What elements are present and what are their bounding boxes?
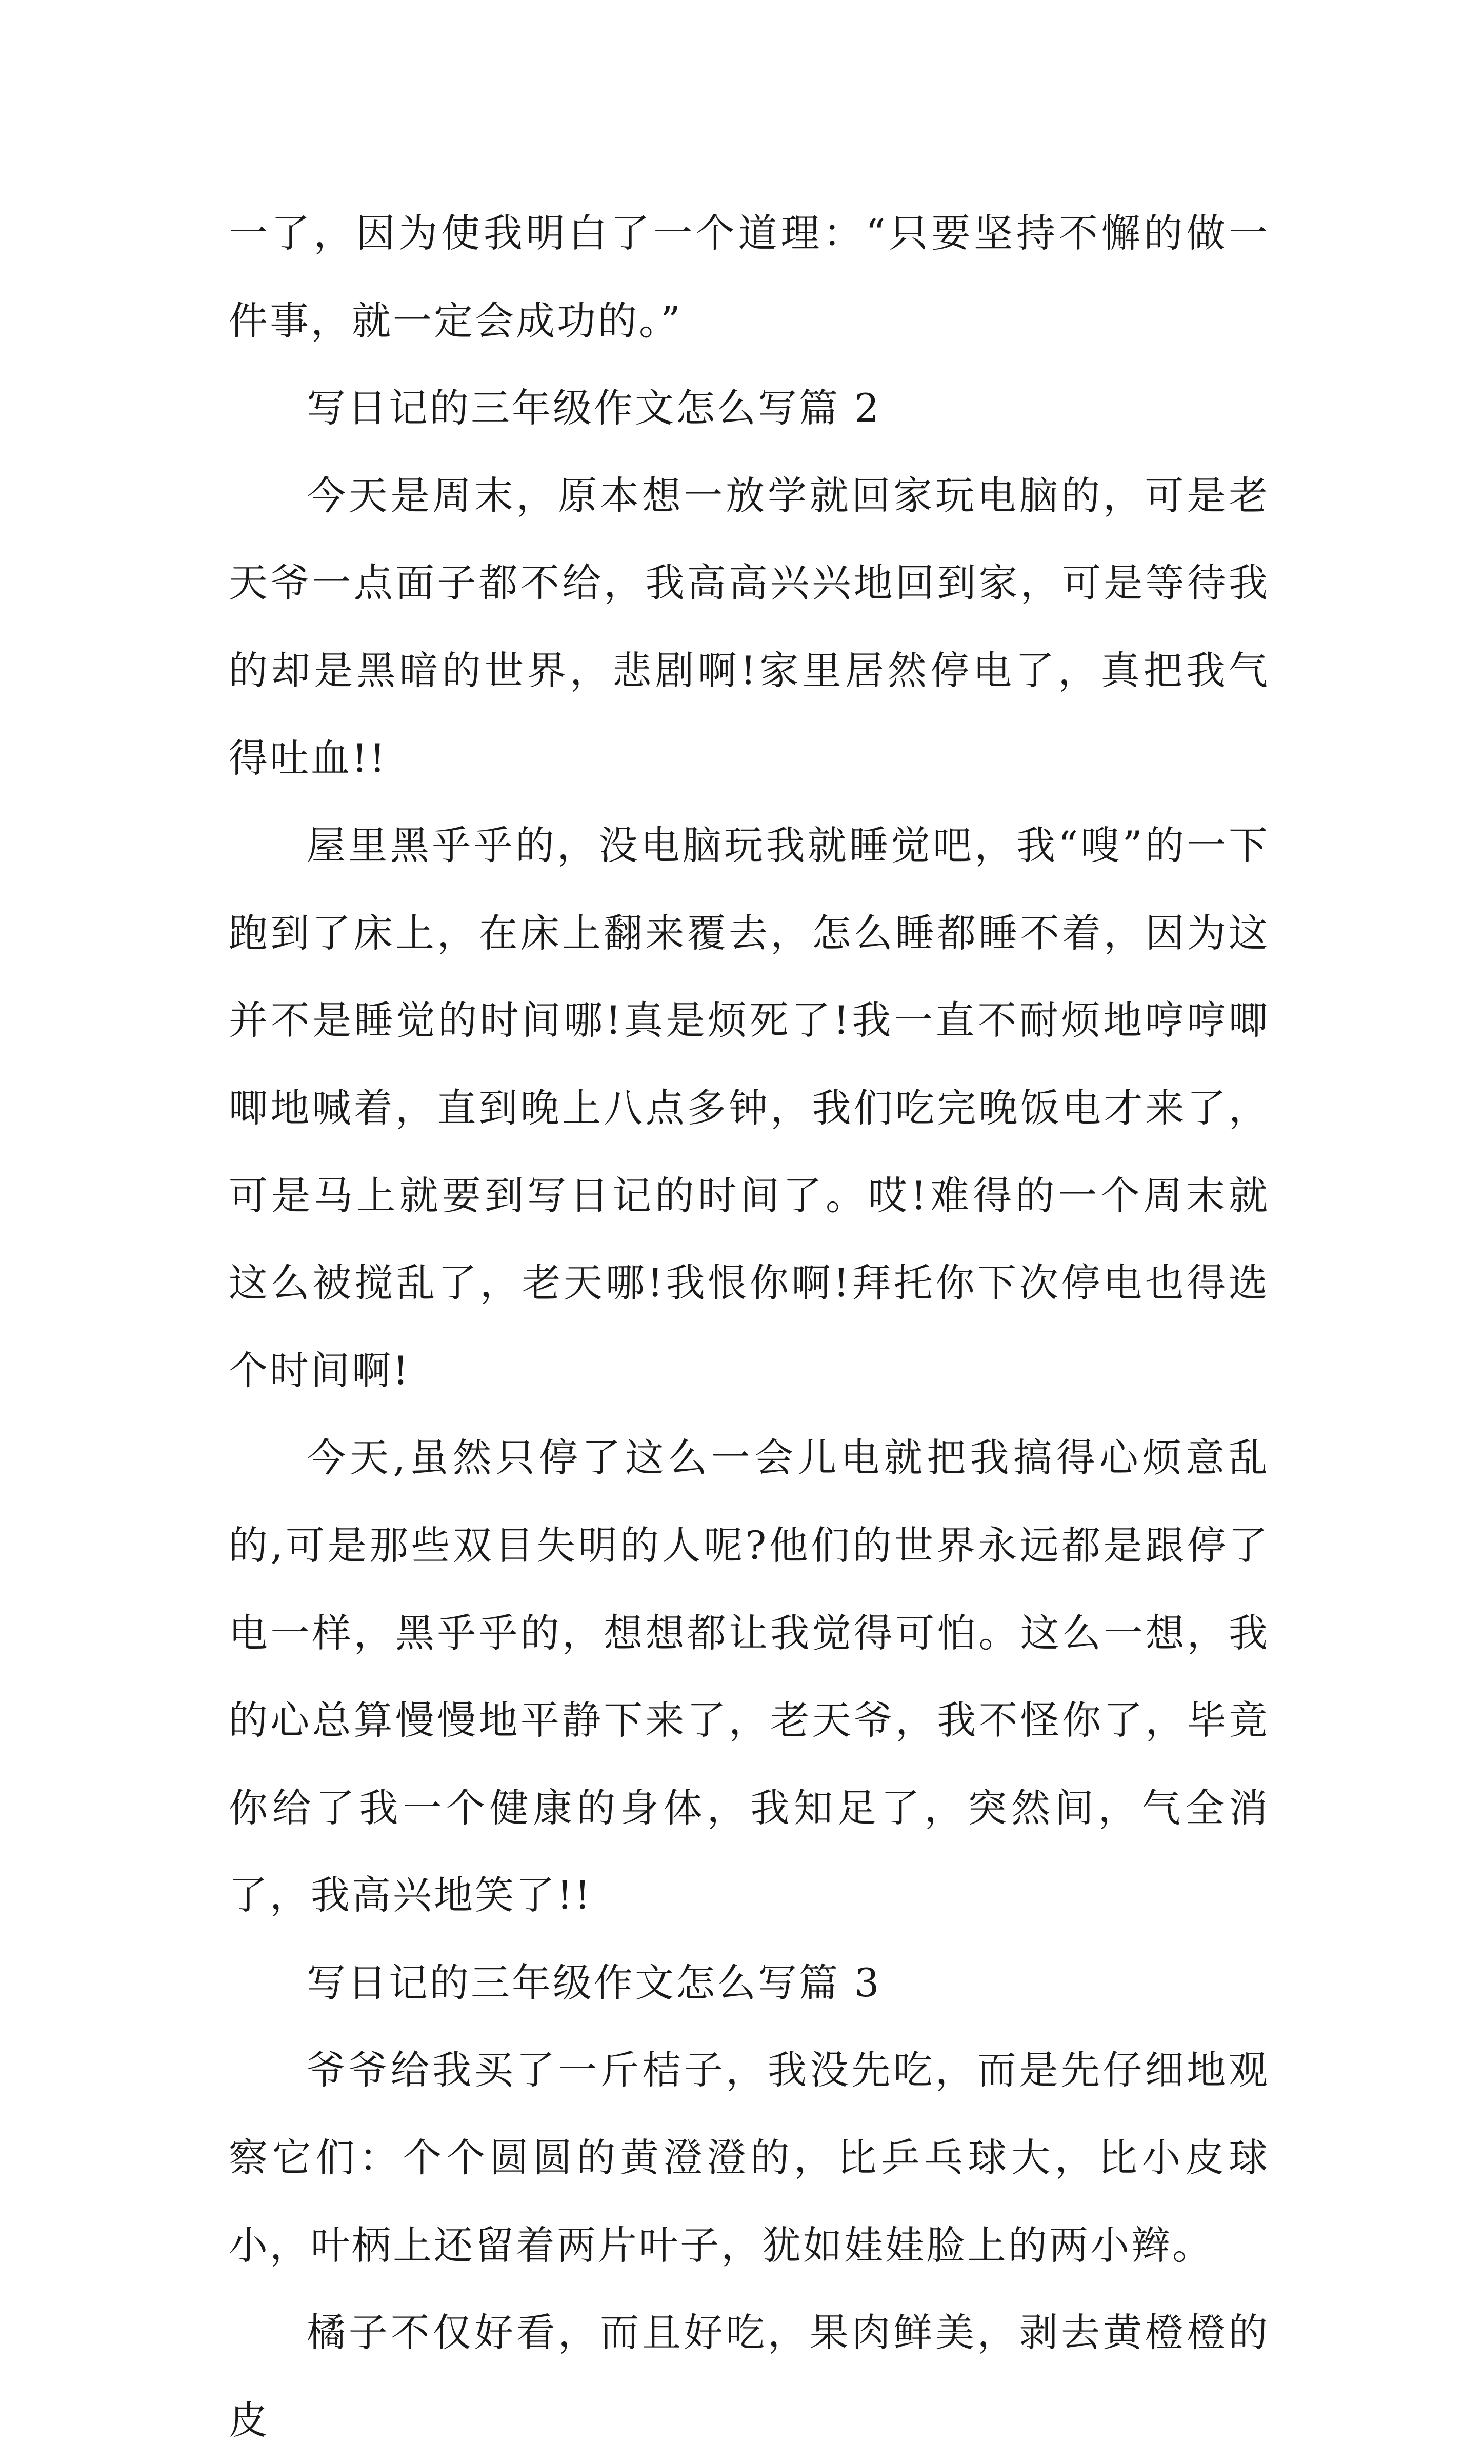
- paragraph: 今天是周末，原本想一放学就回家玩电脑的，可是老天爷一点面子都不给，我高高兴兴地回到家，可是等待我的却是黑暗的世界，悲剧啊!家里居然停电了，真把我气得吐血!!: [229, 472, 1270, 781]
- section-heading-2: 写日记的三年级作文怎么写篇 2: [307, 385, 881, 431]
- paragraph: 屋里黑乎乎的，没电脑玩我就睡觉吧，我“嗖”的一下跑到了床上，在床上翻来覆去，怎么睡都睡不着，因为这并不是睡觉的时间哪!真是烦死了!我一直不耐烦地哼哼唧唧地喊着，直到晚上八点多钟，我们吃完晚饭电才来了，可是马上就要到写日记的时间了。哎!难得的一个周末就这么被搅乱了，老天哪!我恨你啊!拜托你下次停电也得选个时间啊!: [229, 823, 1270, 1393]
- section-heading-3: 写日记的三年级作文怎么写篇 3: [307, 1959, 881, 2006]
- body-text: [229, 190, 1270, 2464]
- paragraph-continuation: 一了，因为使我明白了一个道理：“只要坚持不懈的做一件事，就一定会成功的。”: [229, 210, 1270, 344]
- paragraph: 今天,虽然只停了这么一会儿电就把我搞得心烦意乱的,可是那些双目失明的人呢?他们的世界永远都是跟停了电一样，黑乎乎的，想想都让我觉得可怕。这么一想，我的心总算慢慢地平静下来了，老天爷，我不怪你了，毕竟你给了我一个健康的身体，我知足了，突然间，气全消了，我高兴地笑了!!: [229, 1435, 1270, 1918]
- paragraph: 橘子不仅好看，而且好吃，果肉鲜美，剥去黄橙橙的皮: [229, 2310, 1270, 2443]
- paragraph: 爷爷给我买了一斤桔子，我没先吃，而是先仔细地观察它们：个个圆圆的黄澄澄的，比乒乓球大，比小皮球小，叶柄上还留着两片叶子，犹如娃娃脸上的两小辫。: [229, 2047, 1270, 2268]
